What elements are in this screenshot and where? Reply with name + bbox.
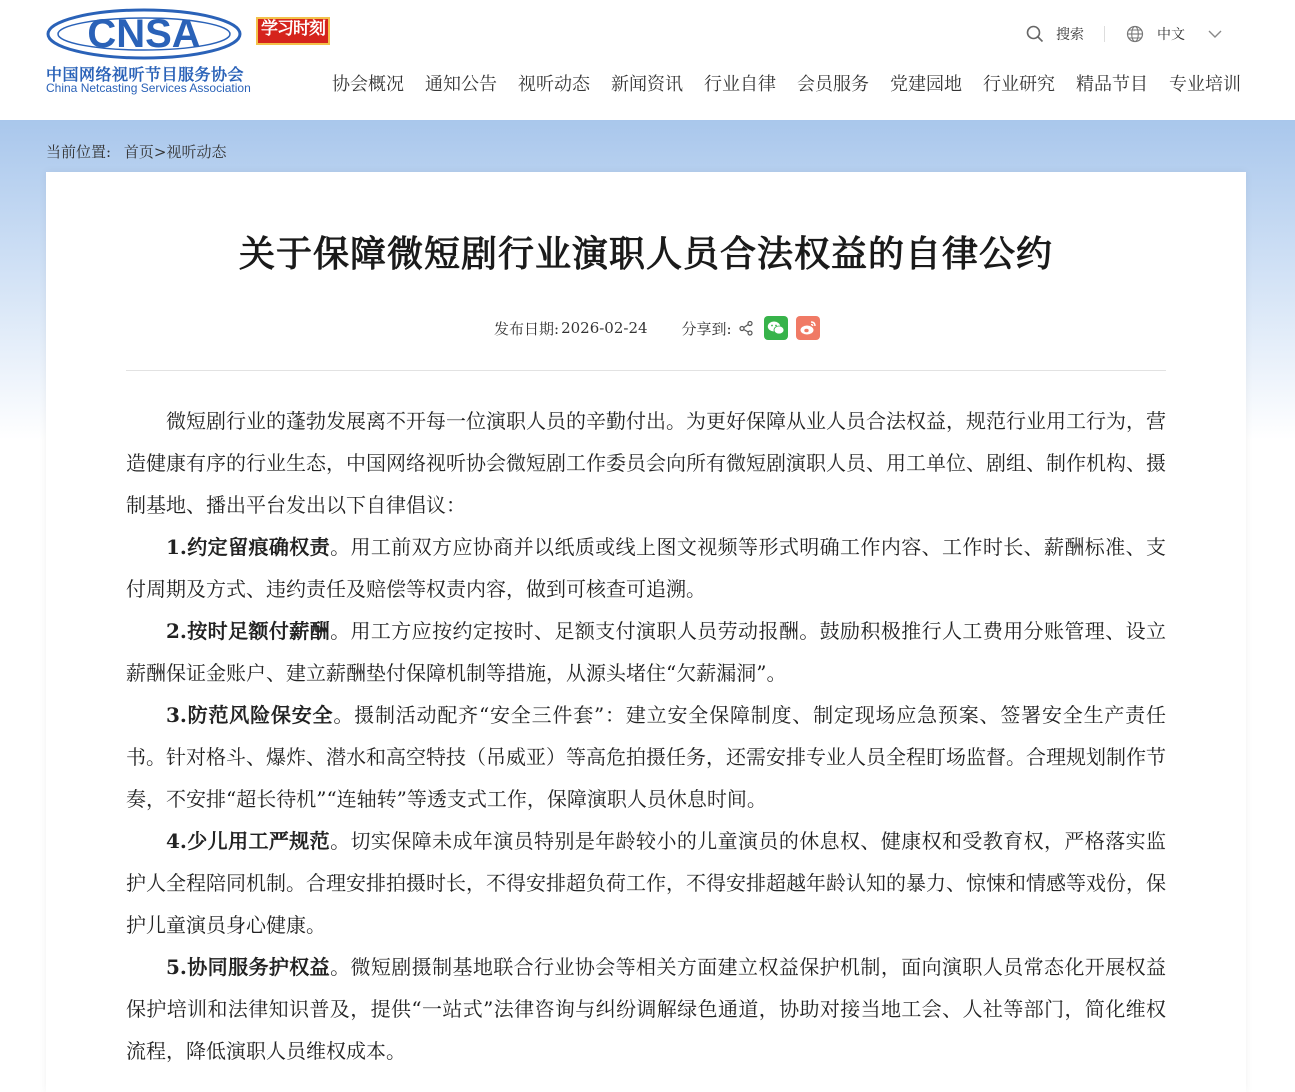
search-label: 搜索 [1056, 27, 1084, 43]
item-heading: 5.协同服务护权益 [166, 955, 331, 979]
breadcrumb-prefix: 当前位置: [46, 143, 112, 161]
search-button[interactable] [1026, 22, 1084, 46]
item-text: 。微短剧摄制基地联合行业协会等相关方面建立权益保护机制，面向演职人员常态化开展权益保护培训和法律知识普及，提供“一站式”法律咨询与纠纷调解绿色通道，协助对接当地工会、人社等部门，简化维权流程，降低演职人员维权成本。 [126, 955, 1167, 1063]
item-heading: 3.防范风险保安全 [166, 703, 334, 727]
nav-item-member-services[interactable]: 会员服务 [797, 74, 869, 95]
nav-item-av-news[interactable]: 视听动态 [518, 74, 590, 95]
article-item [126, 694, 1166, 820]
study-badge[interactable]: 学习时刻 [256, 17, 330, 45]
wechat-icon [767, 320, 785, 336]
article-body [126, 400, 1166, 1072]
nav-item-self-discipline[interactable]: 行业自律 [704, 74, 776, 95]
title-divider [126, 370, 1166, 371]
search-icon [1026, 25, 1044, 43]
breadcrumb-current[interactable]: 视听动态 [166, 143, 227, 161]
nav-item-research[interactable]: 行业研究 [983, 74, 1055, 95]
site-name-en: China Netcasting Services Association [46, 81, 251, 95]
nav-item-news[interactable]: 新闻资讯 [611, 74, 683, 95]
article-intro: 微短剧行业的蓬勃发展离不开每一位演职人员的辛勤付出。为更好保障从业人员合法权益，规范行业用工行为，营造健康有序的行业生态，中国网络视听协会微短剧工作委员会向所有微短剧演职人员、用工单位、剧组、制作机构、摄制基地、播出平台发出以下自律倡议： [126, 409, 1166, 517]
item-heading: 2.按时足额付薪酬 [166, 619, 331, 643]
weibo-icon [799, 320, 817, 336]
publish-date-label: 发布日期: [494, 319, 560, 338]
article-item [126, 946, 1166, 1072]
item-text: 。用工前双方应协商并以纸质或线上图文视频等形式明确工作内容、工作时长、薪酬标准、支付周期及方式、违约责任及赔偿等权责内容，做到可核查可追溯。 [126, 535, 1167, 601]
chevron-down-icon [1207, 29, 1223, 39]
nav-item-party-building[interactable]: 党建园地 [890, 74, 962, 95]
share-label: 分享到: [681, 319, 732, 338]
item-heading: 4.少儿用工严规范 [166, 829, 331, 853]
util-divider [1104, 26, 1105, 42]
language-label: 中文 [1157, 27, 1185, 43]
language-select[interactable] [1126, 22, 1223, 46]
article-item [126, 526, 1166, 610]
globe-icon [1126, 25, 1144, 43]
nav-item-about[interactable]: 协会概况 [332, 74, 404, 95]
nav-item-featured-programs[interactable]: 精品节目 [1076, 74, 1148, 95]
article-title: 关于保障微短剧行业演职人员合法权益的自律公约 [238, 233, 1053, 275]
share-weibo-button[interactable] [796, 316, 820, 340]
publish-date: 2026-02-24 [561, 319, 648, 337]
article-card [46, 172, 1246, 1092]
article-meta [494, 316, 820, 340]
cnsa-logo-icon [44, 6, 244, 62]
item-text: 。摄制活动配齐“安全三件套”：建立安全保障制度、制定现场应急预案、签署安全生产责任书。针对格斗、爆炸、潜水和高空特技（吊威亚）等高危拍摄任务，还需安排专业人员全程盯场监督。合理规划制作节奏，不安排“超长待机”“连轴转”等透支式工作，保障演职人员休息时间。 [126, 703, 1166, 811]
breadcrumb-home[interactable]: 首页 [123, 143, 154, 161]
breadcrumb-separator: > [153, 143, 167, 161]
main-nav [332, 70, 1241, 96]
breadcrumb [46, 141, 226, 162]
article-item [126, 820, 1166, 946]
share-icon[interactable] [738, 320, 754, 336]
article-item [126, 610, 1166, 694]
nav-item-notices[interactable]: 通知公告 [425, 74, 497, 95]
nav-item-training[interactable]: 专业培训 [1169, 74, 1241, 95]
site-name-cn: 中国网络视听节目服务协会 [46, 65, 245, 84]
logo-wordmark: CNSA [87, 12, 201, 56]
item-text: 。用工方应按约定按时、足额支付演职人员劳动报酬。鼓励积极推行人工费用分账管理、设立薪酬保证金账户、建立薪酬垫付保障机制等措施，从源头堵住“欠薪漏洞”。 [126, 619, 1167, 685]
item-heading: 1.约定留痕确权责 [166, 535, 331, 559]
site-header [0, 0, 1295, 120]
item-text: 。切实保障未成年演员特别是年龄较小的儿童演员的休息权、健康权和受教育权，严格落实监护人全程陪同机制。合理安排拍摄时长，不得安排超负荷工作，不得安排超越年龄认知的暴力、惊悚和情感等戏份，保护儿童演员身心健康。 [126, 829, 1167, 937]
share-wechat-button[interactable] [764, 316, 788, 340]
